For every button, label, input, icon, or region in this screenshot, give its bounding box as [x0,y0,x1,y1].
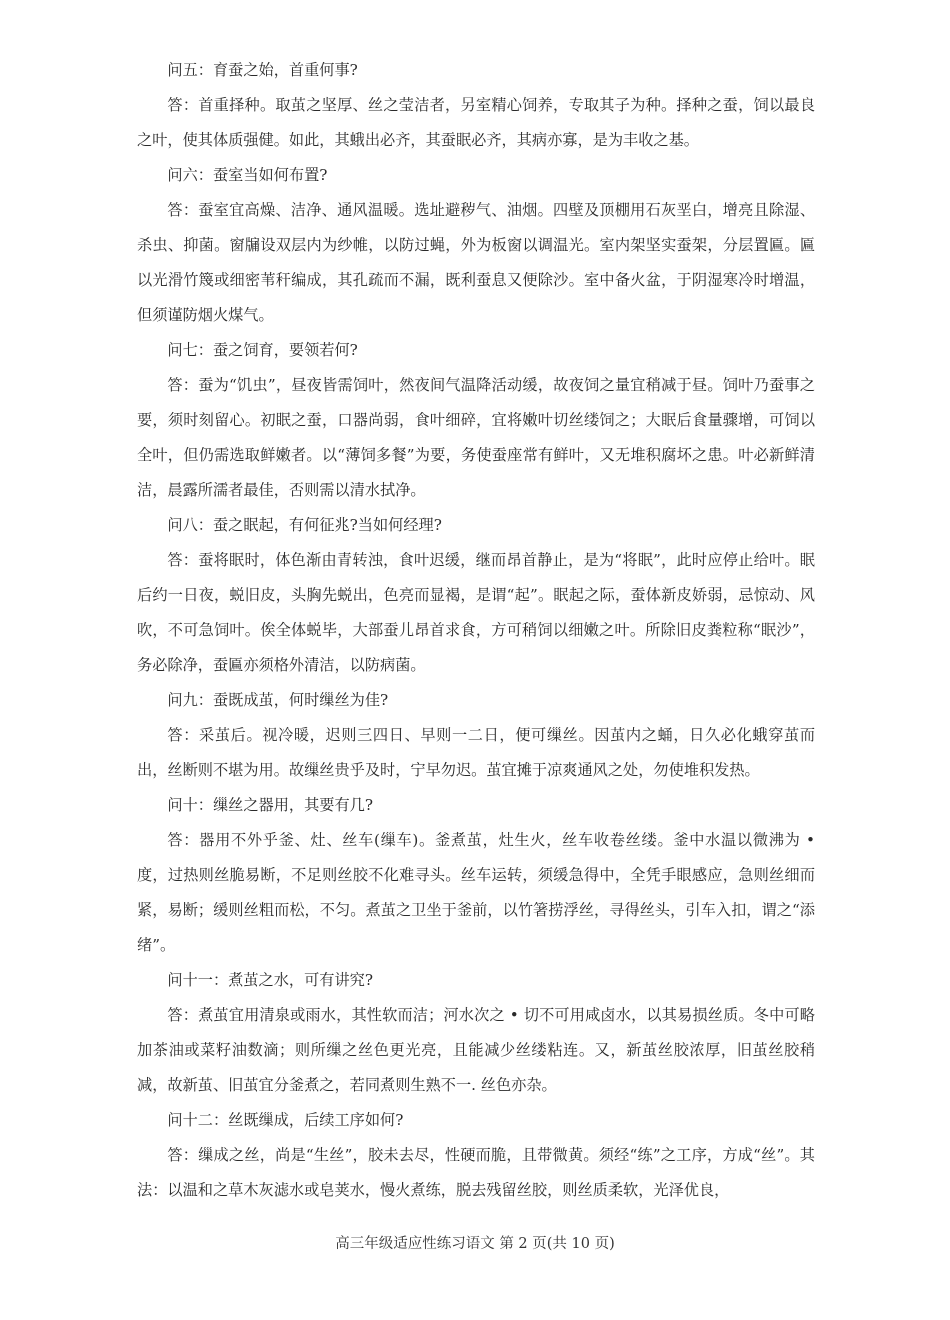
answer-7: 答：蚕为“饥虫”，昼夜皆需饲叶，然夜间气温降活动缓，故夜饲之量宜稍减于昼。饲叶乃蚕事之要，须时刻留心。初眠之蚕，口器尚弱，食叶细碎，宜将嫩叶切丝缕饲之；大眠后食量骤增，可饲以全叶，但仍需选取鲜嫩者。以“薄饲多餐”为要，务使蚕座常有鲜叶，又无堆积腐坏之患。叶必新鲜清洁，晨露所濡者最佳，否则需以清水拭净。 [137,376,815,499]
question-11: 问十一：煮茧之水，可有讲究? [167,971,373,989]
answer-6: 答：蚕室宜高燥、洁净、通风温暖。选址避秽气、油烟。四壁及顶棚用石灰垩白，增亮且除湿、杀虫、抑菌。窗牖设双层内为纱帷，以防过蝇，外为板窗以调温光。室内架坚实蚕架，分层置匾。匾以光滑竹篾或细密苇秆编成，其孔疏而不漏，既利蚕息又便除沙。室中备火盆，于阴湿寒冷时增温，但须谨防烟火煤气。 [137,201,815,324]
question-5: 问五：育蚕之始，首重何事? [167,61,358,79]
question-9: 问九：蚕既成茧，何时缫丝为佳? [167,691,389,709]
question-6: 问六：蚕室当如何布置? [167,166,328,184]
question-7: 问七：蚕之饲育，要领若何? [167,341,358,359]
question-10: 问十：缫丝之器用，其要有几? [167,796,373,814]
page-footer: 高三年级适应性练习语文 第 2 页(共 10 页) [335,1236,615,1252]
answer-5: 答：首重择种。取茧之坚厚、丝之莹洁者，另室精心饲养，专取其子为种。择种之蚕，饲以最良之叶，使其体质强健。如此，其蛾出必齐，其蚕眠必齐，其病亦寡，是为丰收之基。 [137,96,815,149]
answer-12: 答：缫成之丝，尚是“生丝”，胶未去尽，性硬而脆，且带微黄。须经“练”之工序，方成“丝”。其法：以温和之草木灰滤水或皂荚水，慢火煮练，脱去残留丝胶，则丝质柔软，光泽优良， [137,1146,815,1199]
question-8: 问八：蚕之眠起，有何征兆?当如何经理? [167,516,442,534]
question-12: 问十二：丝既缫成，后续工序如何? [167,1111,404,1129]
answer-10: 答：器用不外乎釜、灶、丝车(缫车)。釜煮茧，灶生火，丝车收卷丝缕。釜中水温以微沸为 • 度，过热则丝脆易断，不足则丝胶不化难寻头。丝车运转，须缓急得中，全凭手眼感应，急则丝细而紧，易断；缓则丝粗而松，不匀。煮茧之卫坐于釜前，以竹箸捞浮丝，寻得丝头，引车入扣，谓之“添绪”。 [137,831,815,954]
qa-body [137,53,815,1208]
answer-9: 答：采茧后。视冷暖，迟则三四日、早则一二日，便可缫丝。因茧内之蛹，日久必化蛾穿茧而出，丝断则不堪为用。故缫丝贵乎及时，宁早勿迟。茧宜摊于凉爽通风之处，勿使堆积发热。 [137,726,815,779]
answer-8: 答：蚕将眠时，体色渐由青转浊，食叶迟缓，继而昂首静止，是为“将眠”，此时应停止给叶。眠后约一日夜，蜕旧皮，头胸先蜕出，色亮而显褐，是谓“起”。眠起之际，蚕体新皮娇弱，忌惊动、风吹，不可急饲叶。俟全体蜕毕，大部蚕儿昂首求食，方可稍饲以细嫩之叶。所除旧皮粪粒称“眠沙”，务必除净，蚕匾亦须格外清洁，以防病菌。 [137,551,815,674]
answer-11: 答：煮茧宜用清泉或雨水，其性软而洁；河水次之 • 切不可用咸卤水，以其易损丝质。冬中可略加茶油或菜籽油数滴；则所缫之丝色更光亮，且能减少丝缕粘连。又，新茧丝胶浓厚，旧茧丝胶稍减，故新茧、旧茧宜分釜煮之，若同煮则生熟不一. 丝色亦杂。 [137,1006,815,1094]
